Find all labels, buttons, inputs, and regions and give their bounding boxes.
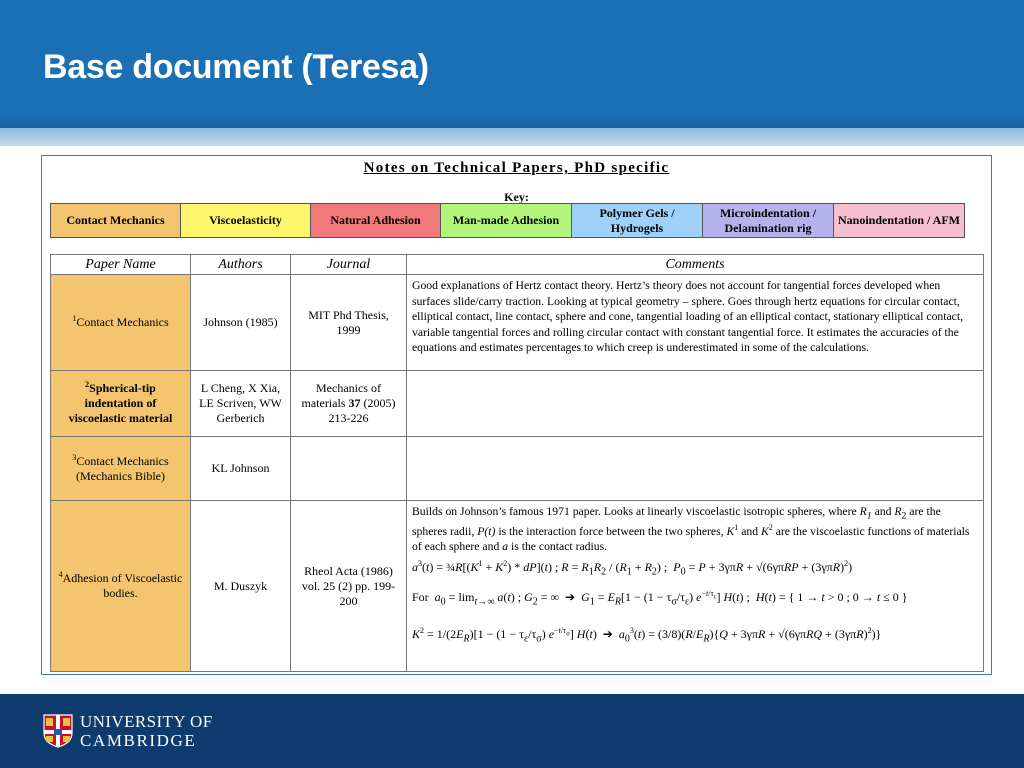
authors-cell: Johnson (1985): [191, 275, 291, 371]
comments-cell: [407, 437, 984, 501]
comment-text: Builds on Johnson’s famous 1971 paper. Looks at linearly viscoelastic isotropic spheres, where $R_1$ and $R_2$ are the spheres radii, P(t) is the interaction force between the two spheres, $K^1$ and $K^2$ are the viscoelastic functions of materials of each sphere and a is the contact radius.: [412, 505, 970, 554]
key-viscoelasticity: Viscoelasticity: [181, 204, 311, 237]
journal-year-pages: (2005) 213-226: [328, 396, 396, 425]
key-nanoindentation: Nanoindentation / AFM: [834, 204, 964, 237]
paper-number: 2: [85, 380, 90, 389]
journal-cell: MIT Phd Thesis, 1999: [291, 275, 407, 371]
university-name-line1: UNIVERSITY OF: [80, 712, 213, 731]
paper-number: 3: [72, 452, 77, 462]
authors-cell: M. Duszyk: [191, 501, 291, 672]
paper-name-cell: [51, 371, 191, 437]
paper-number: 4: [58, 570, 63, 579]
university-name-line2: CAMBRIDGE: [80, 731, 197, 750]
header-comments: Comments: [407, 255, 984, 275]
header-paper-name: Paper Name: [51, 255, 191, 275]
paper-name: Adhesion of Viscoelastic bodies.: [62, 571, 183, 600]
title-bar: [0, 0, 1024, 128]
paper-name: Contact Mechanics (Mechanics Bible): [76, 453, 169, 483]
paper-name-cell: [51, 275, 191, 371]
paper-name-cell: [51, 501, 191, 672]
document-image-frame: [41, 155, 992, 675]
authors-cell: L Cheng, X Xia, LE Scriven, WW Gerberich: [191, 371, 291, 437]
papers-table: [50, 254, 984, 672]
header-authors: Authors: [191, 255, 291, 275]
comments-cell: Good explanations of Hertz contact theory. Hertz’s theory does not account for tangential forces developed when surfaces slide/carry traction. Looking at typical geometry – sphere. Goes through hertz equations for circular contact, elliptical contact, line contact, sphere and cone, tangential loading of an elliptical contact, stationary elliptical contact, variable tangential forces and rolling circular contact with constant tangential force. It estimates the accuracies of the equations and estimates percentages to which creep is underestimated in some of the calculations.: [407, 275, 984, 371]
table-row: [51, 501, 984, 672]
key-title: Key:: [504, 190, 529, 204]
key-contact-mechanics: Contact Mechanics: [51, 204, 181, 237]
journal-cell: [291, 437, 407, 501]
table-row: [51, 275, 984, 371]
paper-name-cell: [51, 437, 191, 501]
title-underline-stripe: [0, 128, 1024, 146]
paper-name: Spherical-tip indentation of viscoelastic material: [68, 381, 173, 425]
title-bar-shade: [0, 118, 1024, 128]
equation-limit-conditions: For $a_0 = \lim_{t\to\infty} a(t)$ ; $G_2$ = ∞ ➔ $G_1 = E_R[1 - (1 - \tau_\sigma/\tau_\varepsilon)$ $e^{-t/\tau_\varepsilon}$] H(t) ; H(t) = { 1 → t > 0 ; 0 → t ≤ 0 }: [412, 589, 908, 608]
comments-cell: [407, 371, 984, 437]
key-natural-adhesion: Natural Adhesion: [311, 204, 441, 237]
key-microindentation: Microindentation / Delamination rig: [703, 204, 834, 237]
journal-cell: Rheol Acta (1986) vol. 25 (2) pp. 199-200: [291, 501, 407, 672]
journal-volume: 37: [348, 396, 361, 410]
university-wordmark: [80, 712, 213, 750]
equation-contact-radius: $a^3(t)$ = $\frac{3}{4}R[(K^1 + K^2) * dP](t)$ ; $R = R_1R_2 / (R_1 + R_2)$ ; $P_0 = P + 3\gamma\pi R + √(6\gamma\pi RP + (3\gamma\pi R)^2)$: [412, 558, 853, 578]
table-row: [51, 437, 984, 501]
journal-name: Mechanics of materials: [301, 381, 381, 410]
page-title: Base document (Teresa): [43, 48, 429, 86]
paper-number: 1: [72, 314, 77, 323]
key-man-made-adhesion: Man-made Adhesion: [441, 204, 572, 237]
document-heading: Notes on Technical Papers, PhD specific: [363, 160, 670, 176]
header-journal: Journal: [291, 255, 407, 275]
key-legend: [50, 203, 965, 238]
key-polymer-gels: Polymer Gels / Hydrogels: [572, 204, 703, 237]
journal-cell: [291, 371, 407, 437]
authors-cell: KL Johnson: [191, 437, 291, 501]
table-row: [51, 371, 984, 437]
equation-k-squared: $K^2 = 1/(2E_R)[1 - (1 - \tau_\varepsilon/\tau_\sigma)$ $e^{-t/\tau_\sigma}$] H(t) ➔ $a_0^3(t) = (3/8)(R/E_R)\{Q + 3\gamma\pi R + √(6\gamma\pi RQ + (3\gamma\pi R)^2)\}$: [412, 625, 882, 644]
comments-cell: [407, 501, 984, 672]
table-header-row: [51, 255, 984, 275]
paper-name: Contact Mechanics: [76, 315, 169, 329]
university-crest-icon: [43, 714, 73, 748]
